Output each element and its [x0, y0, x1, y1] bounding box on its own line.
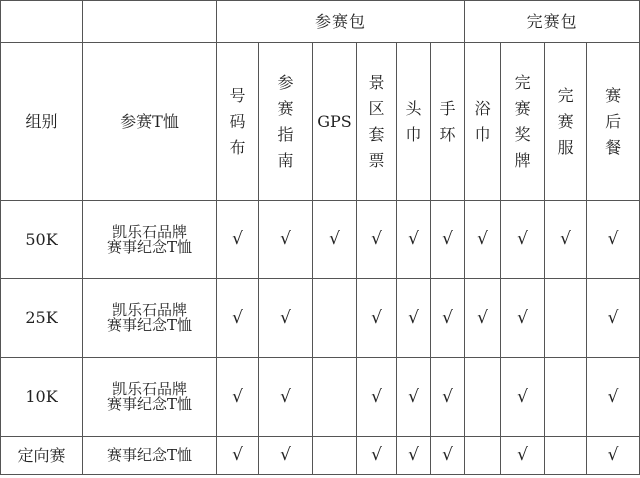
kit-item-label: 景区套票 [368, 72, 385, 170]
kit-item-gps: GPS [313, 43, 357, 201]
kit-item-label: 头巾 [405, 98, 422, 144]
corner-cell [1, 1, 83, 43]
check-cell [545, 279, 587, 358]
check-cell: √ [357, 201, 397, 279]
check-cell: √ [259, 279, 313, 358]
finish-item-finisher-shirt [545, 43, 587, 201]
header-row-items [1, 43, 640, 201]
check-cell: √ [397, 437, 431, 475]
finish-item-medal [501, 43, 545, 201]
check-cell: √ [217, 358, 259, 437]
tshirt-line: 赛事纪念T恤 [106, 316, 192, 334]
check-cell [313, 358, 357, 437]
tshirt-cell [83, 358, 217, 437]
check-cell: √ [545, 201, 587, 279]
check-cell: √ [431, 437, 465, 475]
tshirt-line: 赛事纪念T恤 [106, 446, 192, 464]
check-cell: √ [259, 358, 313, 437]
check-cell: √ [397, 279, 431, 358]
check-cell: √ [501, 201, 545, 279]
check-cell [313, 279, 357, 358]
kit-item-wristband [431, 43, 465, 201]
tshirt-cell [83, 279, 217, 358]
kit-item-label: 参赛指南 [277, 72, 294, 170]
tshirt-line: 凯乐石品牌 [111, 222, 187, 241]
kit-item-label: 手环 [439, 98, 456, 144]
group-cell: 10K [1, 358, 83, 437]
check-cell: √ [217, 201, 259, 279]
kit-item-headband [397, 43, 431, 201]
kit-item-bib [217, 43, 259, 201]
check-cell: √ [217, 437, 259, 475]
tshirt-column-header: 参赛T恤 [83, 43, 217, 201]
finish-item-label: 完赛服 [557, 85, 574, 157]
kit-group-header: 参赛包 [217, 1, 465, 43]
kit-item-label: 号码布 [229, 85, 246, 157]
tshirt-line: 赛事纪念T恤 [106, 237, 192, 256]
group-column-header: 组别 [1, 43, 83, 201]
check-cell: √ [431, 358, 465, 437]
check-cell: √ [431, 201, 465, 279]
check-cell: √ [313, 201, 357, 279]
tshirt-cell [83, 201, 217, 279]
check-cell: √ [587, 279, 640, 358]
group-cell: 定向赛 [1, 437, 83, 475]
check-cell: √ [501, 279, 545, 358]
check-cell: √ [357, 358, 397, 437]
check-cell [545, 358, 587, 437]
tshirt-cell [83, 437, 217, 475]
tshirt-line: 凯乐石品牌 [111, 301, 187, 319]
check-cell [465, 437, 501, 475]
group-cell: 50K [1, 201, 83, 279]
check-cell: √ [397, 358, 431, 437]
check-cell [545, 437, 587, 475]
table-row [1, 437, 640, 475]
check-cell [465, 358, 501, 437]
check-cell: √ [259, 437, 313, 475]
finish-item-label: 完赛奖牌 [514, 72, 531, 170]
tshirt-line: 凯乐石品牌 [111, 380, 187, 398]
finish-item-towel [465, 43, 501, 201]
table-row [1, 358, 640, 437]
check-cell: √ [259, 201, 313, 279]
check-cell: √ [431, 279, 465, 358]
kit-item-scenic-ticket [357, 43, 397, 201]
kit-item-guide [259, 43, 313, 201]
table-row [1, 279, 640, 358]
header-row-top [1, 1, 640, 43]
check-cell: √ [217, 279, 259, 358]
group-cell: 25K [1, 279, 83, 358]
check-cell: √ [587, 437, 640, 475]
finish-group-header: 完赛包 [465, 1, 640, 43]
check-cell: √ [357, 279, 397, 358]
check-cell: √ [397, 201, 431, 279]
check-cell [313, 437, 357, 475]
corner-cell [83, 1, 217, 43]
check-cell: √ [465, 201, 501, 279]
check-cell: √ [587, 358, 640, 437]
check-cell: √ [501, 358, 545, 437]
check-cell: √ [501, 437, 545, 475]
finish-item-label: 赛后餐 [605, 85, 622, 157]
check-cell: √ [465, 279, 501, 358]
check-cell: √ [587, 201, 640, 279]
finish-item-label: 浴巾 [474, 98, 491, 144]
finish-item-post-race-meal [587, 43, 640, 201]
tshirt-line: 赛事纪念T恤 [106, 395, 192, 413]
check-cell: √ [357, 437, 397, 475]
table-row [1, 201, 640, 279]
